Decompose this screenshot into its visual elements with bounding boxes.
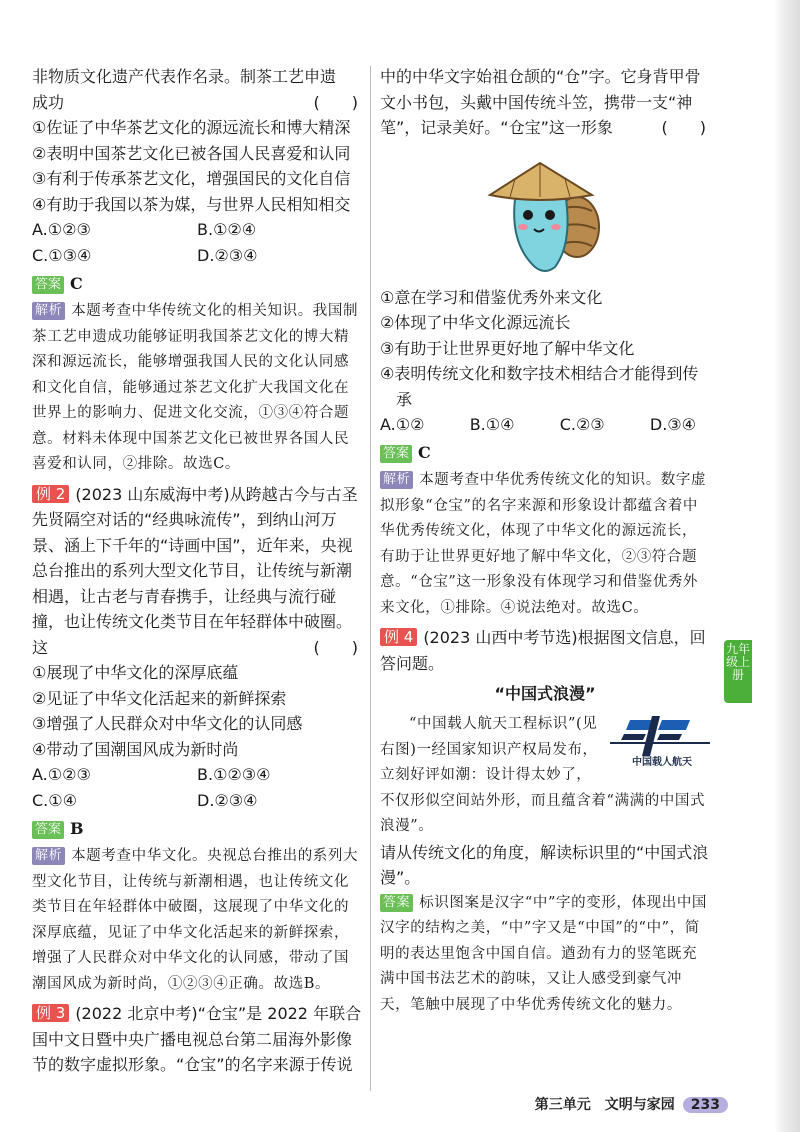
ex2-option-4: ④带动了国潮国风成为新时尚: [32, 739, 239, 759]
answer-line: [32, 271, 362, 297]
ex2-choice-b: B.①②③④: [197, 765, 271, 784]
option-3: ③有利于传承茶艺文化，增强国民的文化自信: [32, 169, 351, 188]
ex4-answer: 答案 标识图案是汉字“中”字的变形，体现出中国汉字的结构之美，“中”字又是“中国”的“中”，简明的表达里饱含中国自信。遒劲有力的竖笔既充满中国书法艺术的韵味，又让人感受到豪气冲天，笔触中展现了中华优秀传统文化的魅力。: [380, 894, 708, 1013]
ex2-choice-d: D.②③④: [197, 791, 258, 810]
intro-line-2: 成功 ( ): [32, 92, 358, 112]
ex2-answer-value: B: [70, 819, 84, 838]
ex3-analysis-tag: 解析: [380, 471, 413, 489]
ex2-option-1: ①展现了中华文化的深厚底蕴: [32, 663, 239, 682]
ex2-option-2: ②见证了中华文化活起来的新鲜探索: [32, 688, 287, 708]
ex3-analysis: 解析 本题考查中华优秀传统文化的知识。数字虚拟形象“仓宝”的名字来源和形象设计都蕴含着中华优秀传统文化，体现了中华文化的源远流长，有助于让世界更好地了解中华文化，②③符合题意。“仓宝”这一形象没有体现学习和借鉴优秀外来文化，①排除。④说法绝对。故选C。: [380, 472, 707, 616]
grade-side-tab: 九年级上册: [724, 640, 752, 703]
cangbao-mascot-image: [480, 149, 610, 279]
choice-a: A.①②③: [32, 220, 91, 239]
ex4-title: “中国式浪漫”: [494, 684, 596, 703]
example-4-tag: 例 4: [380, 628, 417, 646]
choice-c: C.①③④: [32, 246, 92, 265]
ex3-choice-c: C.②③: [559, 415, 605, 434]
ex2-choice-a: A.①②③: [32, 765, 91, 784]
answer-tag: 答案: [32, 276, 64, 294]
ex2-analysis: 解析 本题考查中华文化。央视总台推出的系列大型文化节目，让传统与新潮相遇，也让传统文化类节目在年轻群体中破圈，这展现了中华文化的深厚底蕴，见证了中华文化活起来的新鲜探索，增强了人民群众对中华文化的认同感，带动了国潮国风成为新时尚，①②③④正确。故选B。: [32, 848, 359, 992]
ex3-choice-a: A.①②: [380, 415, 425, 434]
ex2-choices: [32, 762, 362, 814]
ex3-option-3: ③有助于让世界更好地了解中华文化: [380, 338, 635, 358]
choice-b: B.①②④: [197, 220, 257, 239]
example-2-stem: 例 2 (2023 山东威海中考)从跨越古今与古圣先贤隔空对话的“经典咏流传”，到纳山河万景、涵上下千年的“诗画中国”，近年来，央视总台推出的系列大型文化节目，让传统与新潮相遇，让古老与青春携手，让经典与流行碰撞，也让传统文化类节目在年轻群体中破圈。这 ( ): [32, 484, 358, 657]
ex3-option-4: ④表明传统文化和数字技术相结合才能得到传承: [380, 364, 699, 409]
analysis: 解析 本题考查中华传统文化的相关知识。我国制茶工艺申遗成功能够证明我国茶艺文化的博大精深和源远流长，能够增强我国人民的文化认同感和文化自信，能够通过茶艺文化扩大我国文化在世界上的影响力、促进文化交流，①③④符合题意。材料未体现中国茶艺文化已被世界各国人民喜爱和认同，②排除。故选C。: [32, 303, 359, 472]
ex2-option-3: ③增强了人民群众对中华文化的认同感: [32, 714, 303, 733]
left-column: [32, 64, 362, 1078]
option-4: ④有助于我国以茶为媒，与世界人民相知相交: [32, 194, 351, 214]
ex3-answer-value: C: [418, 443, 431, 462]
ex2-choice-c: C.①④: [32, 791, 77, 810]
logo-caption: 中国载人航天: [632, 757, 692, 768]
space-program-logo: [610, 716, 710, 774]
example-4-stem: 例 4 (2023 山西中考节选)根据图文信息，回答问题。: [380, 628, 706, 673]
example-3-stem: 例 3 (2022 北京中考)“仓宝”是 2022 年联合国中文日暨中央广播电视总台第二届海外影像节的数字虚拟形象。“仓宝”的名字来源于传说: [32, 1004, 362, 1074]
ex3-choice-b: B.①④: [469, 415, 515, 434]
page-edge: [774, 0, 800, 1132]
answer-value: C: [70, 274, 83, 293]
ex2-answer-tag: 答案: [32, 821, 64, 839]
example-2-tag: 例 2: [32, 485, 69, 503]
right-column: [380, 64, 710, 1018]
ex4-text: “中国载人航天工程标识”(见右图)一经国家知识产权局发布，立刻好评如潮：设计得太妙了，不仅形似空间站外形，而且蕴含着“满满的中国式浪漫”。: [380, 716, 706, 834]
option-2: ②表明中国茶艺文化已被各国人民喜爱和认同: [32, 143, 351, 163]
ex3-answer-line: [380, 440, 710, 466]
choices: [32, 217, 362, 269]
ex3-continuation: 中的中华文字始祖仓颉的“仓”字。它身背甲骨文小书包，头戴中国传统斗笠，携带一支“神笔”，记录美好。“仓宝”这一形象 ( ): [380, 67, 706, 137]
ex4-answer-tag: 答案: [380, 894, 413, 912]
analysis-tag: 解析: [32, 302, 65, 320]
example-3-tag: 例 3: [32, 1004, 69, 1022]
ex2-answer-line: [32, 816, 362, 842]
ex4-question: 请从传统文化的角度，解读标识里的“中国式浪漫”。: [380, 842, 709, 887]
ex3-option-1: ①意在学习和借鉴优秀外来文化: [380, 287, 603, 307]
ex3-choices: [380, 412, 710, 438]
ex2-analysis-tag: 解析: [32, 847, 65, 865]
column-divider: [370, 66, 371, 1091]
unit-label: 第三单元 文明与家园: [534, 1097, 675, 1113]
ex3-choice-d: D.③④: [649, 415, 696, 434]
ex3-option-2: ②体现了中华文化源远流长: [380, 313, 571, 332]
intro-line-1: 非物质文化遗产代表作名录。制茶工艺申遗: [32, 67, 337, 86]
option-1: ①佐证了中华茶艺文化的源远流长和博大精深: [32, 118, 351, 137]
page-footer: [535, 1094, 728, 1114]
ex3-answer-tag: 答案: [380, 445, 412, 463]
page-number: 233: [683, 1097, 728, 1113]
choice-d: D.②③④: [197, 246, 258, 265]
